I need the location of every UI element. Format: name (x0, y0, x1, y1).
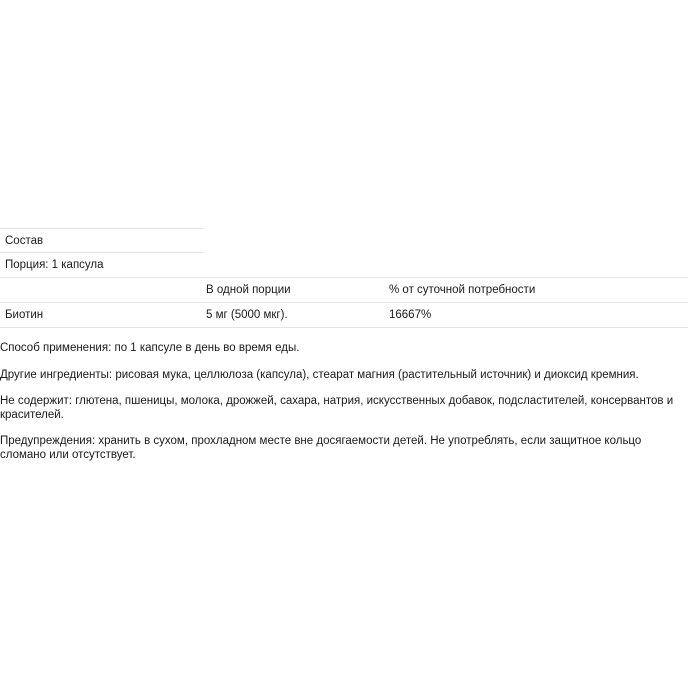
usage-text: Способ применения: по 1 капсуле в день во время еды. (0, 342, 300, 354)
serving-row (0, 253, 688, 278)
supplement-facts-table (0, 228, 688, 328)
serving-size: Порция: 1 капсула (5, 259, 104, 271)
composition-heading: Состав (5, 235, 44, 247)
composition-heading-row (0, 228, 204, 253)
table-row (0, 303, 688, 328)
free-from-text: Не содержит: глютена, пшеницы, молока, дрожжей, сахара, натрия, искусственных добавок, подсластителей, консервантов и красителей. (0, 395, 674, 421)
column-header-row (0, 278, 688, 303)
nutrient-daily-value: 16667% (389, 309, 432, 321)
column-header-daily-value: % от суточной потребности (389, 284, 536, 296)
nutrient-amount: 5 мг (5000 мкг). (206, 309, 288, 321)
other-ingredients-text: Другие ингредиенты: рисовая мука, целлюлоза (капсула), стеарат магния (растительный источник) и диоксид кремния. (0, 368, 639, 381)
warnings-text: Предупреждения: хранить в сухом, прохладном месте вне досягаемости детей. Не употреблять, если защитное кольцо сломано или отсутствует. (0, 435, 642, 461)
column-header-per-serving: В одной порции (206, 284, 291, 296)
product-notes (0, 342, 686, 475)
nutrient-name: Биотин (5, 309, 44, 321)
